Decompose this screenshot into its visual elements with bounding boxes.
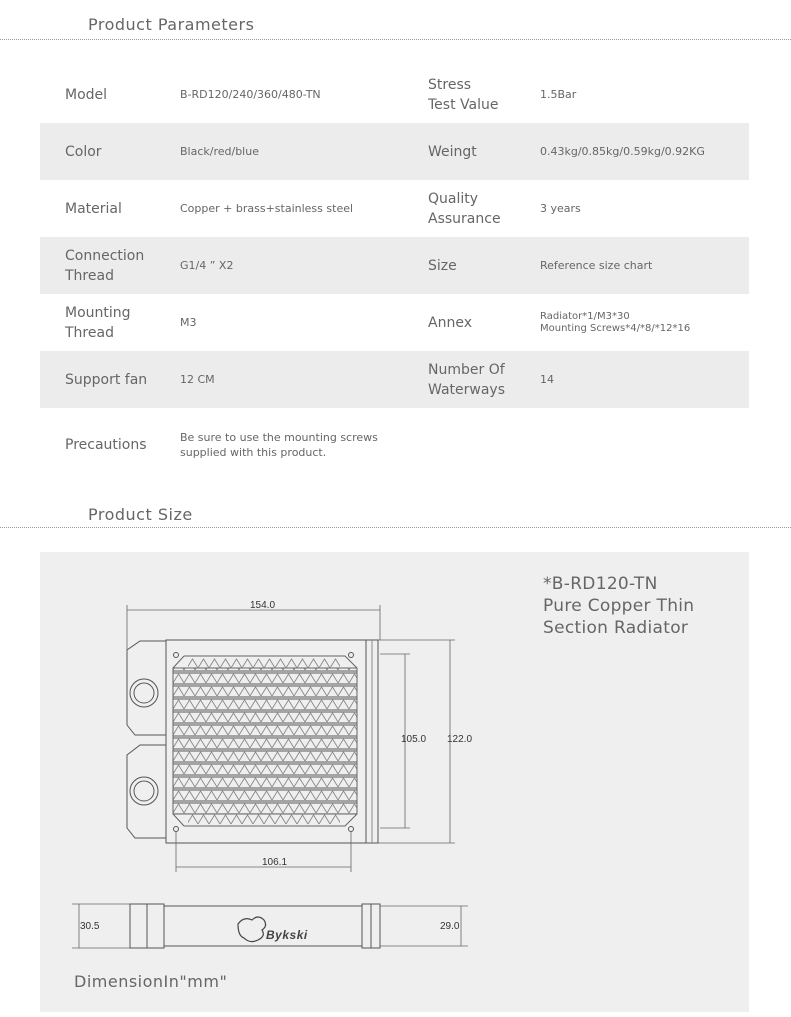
param-label: Stress Test Value: [428, 76, 499, 113]
param-label: Color: [65, 143, 102, 160]
dim-label-core-height: 105.0: [401, 734, 427, 745]
param-value: 3 years: [540, 202, 581, 215]
param-label: Size: [428, 257, 457, 274]
param-value: B-RD120/240/360/480-TN: [180, 88, 321, 101]
dim-label-hole-spacing: 106.1: [262, 857, 288, 868]
dim-label-thickness-body: 29.0: [440, 921, 460, 932]
section-title-parameters: Product Parameters: [88, 15, 255, 34]
param-value: 12 CM: [180, 373, 215, 386]
param-label: Model: [65, 86, 108, 103]
param-label: Quality Assurance: [428, 190, 501, 227]
param-label: Material: [65, 200, 122, 217]
param-value: Black/red/blue: [180, 145, 259, 158]
param-label: Precautions: [65, 436, 147, 453]
dim-label-height: 122.0: [447, 734, 473, 745]
dim-label-thickness-end: 30.5: [80, 921, 100, 932]
section-title-size: Product Size: [88, 505, 193, 524]
param-label: Support fan: [65, 371, 148, 388]
param-value: 14: [540, 373, 554, 386]
param-label: Connection Thread: [65, 247, 145, 284]
param-value: Radiator*1/M3*30 Mounting Screws*4/*8/*12*16: [540, 310, 691, 334]
brand-logo-icon: [238, 917, 308, 942]
brand-logo-text: Bykski: [266, 928, 308, 942]
dim-label-width: 154.0: [250, 600, 276, 611]
param-value: G1/4 ” X2: [180, 259, 234, 272]
param-value: 0.43kg/0.85kg/0.59kg/0.92KG: [540, 145, 705, 158]
unit-note: DimensionIn"mm": [74, 972, 228, 991]
product-description: *B-RD120-TN Pure Copper Thin Section Radiator: [543, 574, 695, 638]
param-value: Be sure to use the mounting screws supplied with this product.: [180, 430, 378, 459]
param-value: Reference size chart: [540, 259, 653, 272]
param-label: Annex: [428, 314, 472, 331]
param-label: Mounting Thread: [65, 304, 131, 341]
param-value: Copper + brass+stainless steel: [180, 202, 354, 215]
param-value: M3: [180, 316, 197, 329]
radiator-front-view: [127, 640, 378, 843]
param-value: 1.5Bar: [540, 88, 577, 101]
param-label: Weingt: [428, 143, 477, 160]
param-label: Number Of Waterways: [428, 361, 505, 398]
